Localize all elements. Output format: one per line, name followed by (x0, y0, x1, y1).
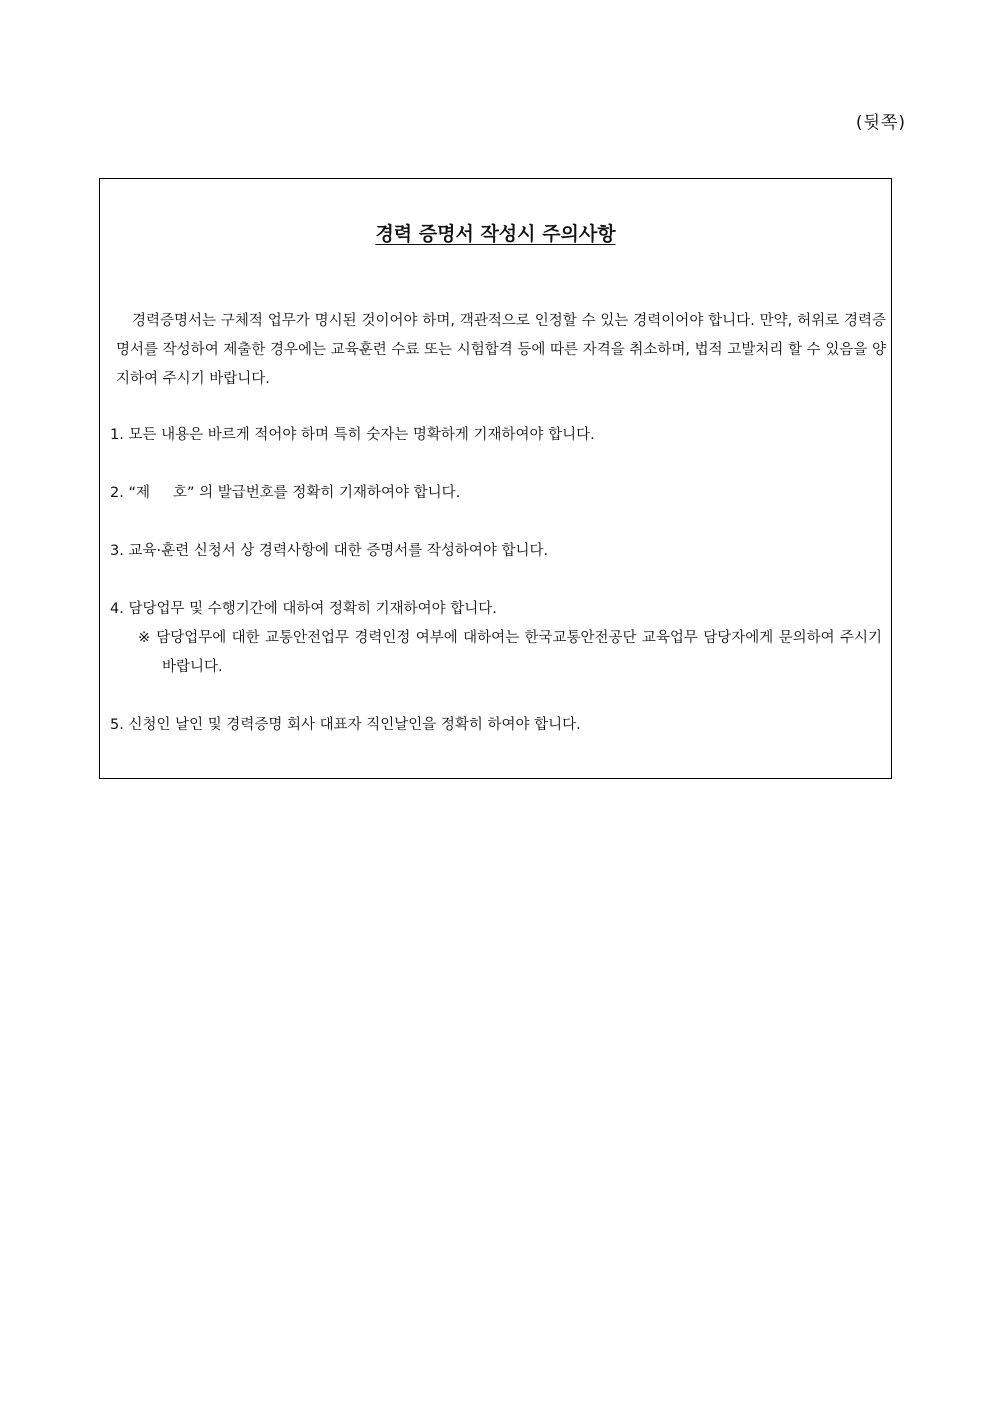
notice-item-5: 5. 신청인 날인 및 경력증명 회사 대표자 직인날인을 정확히 하여야 합니다. (110, 717, 581, 733)
notice-item-1: 1. 모든 내용은 바르게 적어야 하며 특히 숫자는 명확하게 기재하여야 합니다. (110, 427, 595, 443)
notice-item-4: 4. 담당업무 및 수행기간에 대하여 정확히 기재하여야 합니다. (110, 601, 497, 617)
notice-item-2: 2. “제 호” 의 발급번호를 정확히 기재하여야 합니다. (110, 485, 461, 501)
notice-intro: 경력증명서는 구체적 업무가 명시된 것이어야 하며, 객관적으로 인정할 수 있는 경력이어야 합니다. 만약, 허위로 경력증명서를 작성하여 제출한 경우에는 교육훈련 수료 또는 시험합격 등에 따른 자격을 취소하며, 법적 고발처리 할 수 있음을 양지하여 주시기 바랍니다. (116, 313, 886, 387)
notice-title-text: 경력 증명서 작성시 주의사항 (375, 223, 616, 245)
notice-title (100, 219, 891, 246)
notice-item-4-note: ※ 담당업무에 대한 교통안전업무 경력인정 여부에 대하여는 한국교통안전공단 교육업무 담당자에게 문의하여 주시기 바랍니다. (138, 630, 882, 675)
page-side-label: (뒷쪽) (855, 113, 906, 133)
notice-box (99, 178, 892, 779)
notice-item-3: 3. 교육·훈련 신청서 상 경력사항에 대한 증명서를 작성하여야 합니다. (110, 543, 549, 559)
